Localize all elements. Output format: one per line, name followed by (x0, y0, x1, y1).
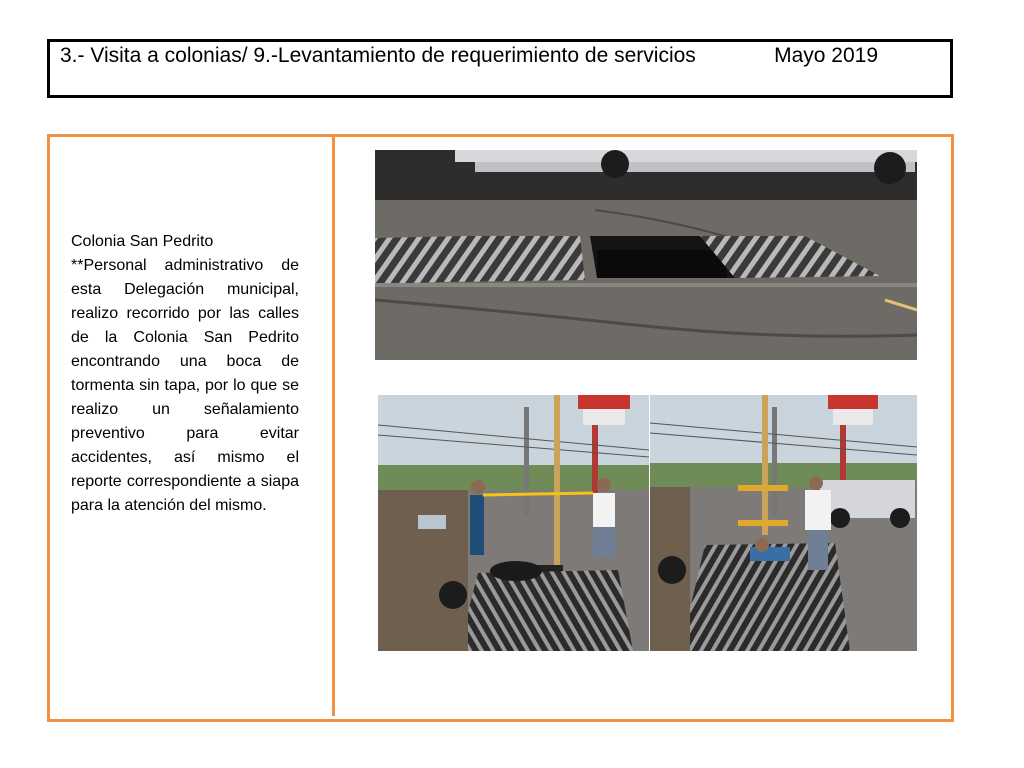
frame-divider (332, 134, 335, 716)
storm-drain-without-cover-photo (375, 150, 917, 360)
page-date: Mayo 2019 (774, 44, 878, 67)
drain-inspection-photo (650, 395, 917, 651)
page-title: 3.- Visita a colonias/ 9.-Levantamiento de requerimiento de servicios (60, 44, 696, 67)
report-body: **Personal administrativo de esta Delegación municipal, realizo recorrido por las calles de la Colonia San Pedrito encontrando una boca de tormenta sin tapa, por lo que se realizo un señalamiento preventivo para evitar accidentes, así mismo el reporte correspondiente a siapa para la atención del mismo. (71, 257, 299, 514)
report-description (71, 230, 299, 518)
report-heading: Colonia San Pedrito (71, 233, 214, 250)
title-box (47, 39, 953, 98)
preventive-signaling-photo (378, 395, 649, 651)
